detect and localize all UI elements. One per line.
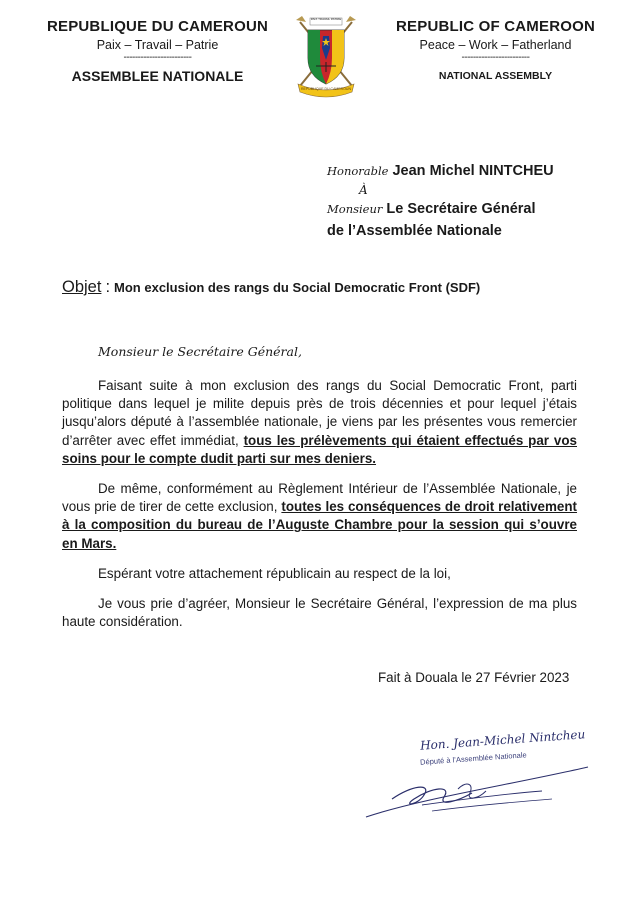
paragraph-1-emphasis: tous les prélèvements qui étaient effectués par vos soins pour le compte dudit parti sur mes deniers. [62, 432, 577, 466]
motto-fr: Paix – Travail – Patrie [96, 38, 219, 52]
header-right-block [378, 18, 613, 82]
subject-text: Mon exclusion des rangs du Social Democratic Front (SDF) [114, 280, 481, 295]
paragraph-1-text: Faisant suite à mon exclusion des rangs du Social Democratic Front, parti politique dans lequel je milite depuis près de trois décennies et pour lequel j’étais jusqu’alors député à l’assemblée nationale, je viens par les présentes vous remercier d’arrêter avec effet immédiat, [62, 378, 577, 448]
coat-top-text: PAIX TRAVAIL PATRIE [310, 17, 342, 21]
motto-en: Peace – Work – Fatherland [419, 38, 572, 52]
subject-label: Objet [62, 278, 102, 296]
assembly-name-fr: ASSEMBLEE NATIONALE [71, 68, 244, 84]
to-marker: À [359, 183, 368, 197]
address-block [327, 160, 607, 242]
subject-line [62, 278, 480, 297]
assembly-name-en: NATIONAL ASSEMBLY [438, 70, 553, 82]
recipient-line [327, 198, 607, 220]
paragraph-2-emphasis: toutes les conséquences de droit relativement à la composition du bureau de l’Auguste Chambre pour la session qui s’ouvre en Mars. [62, 499, 578, 551]
paragraph-2-text: De même, conformément au Règlement Intérieur de l’Assemblée Nationale, je vous prie de tirer de cette exclusion, [62, 481, 577, 515]
paragraph-4: Je vous prie d’agréer, Monsieur le Secrétaire Général, l’expression de ma plus haute considération. [62, 596, 577, 630]
signature-name: Hon. Jean-Michel Nintcheu [419, 727, 586, 753]
paragraph-3: Espérant votre attachement républicain au respect de la loi, [98, 565, 451, 581]
coat-banner-text: REPUBLIQUE DU CAMEROUN [301, 87, 351, 91]
paragraph-1 [62, 377, 577, 468]
sender-prefix: Honorable [327, 164, 389, 178]
recipient-prefix: Monsieur [327, 202, 383, 216]
header-divider-left: ------------------------ [123, 52, 192, 63]
header-divider-right: ------------------------ [461, 52, 530, 63]
recipient-title: Le Secrétaire Général [386, 201, 536, 217]
sender-name: Jean Michel NINTCHEU [392, 163, 554, 179]
letter-body [62, 377, 577, 643]
paragraph-2 [62, 480, 577, 553]
country-name-fr: REPUBLIQUE DU CAMEROUN [46, 18, 269, 35]
recipient-institution: de l’Assemblée Nationale [327, 223, 502, 239]
salutation: Monsieur le Secrétaire Général, [98, 344, 302, 359]
subject-colon: : [105, 278, 111, 296]
sender-line [327, 160, 607, 182]
header-left-block [40, 18, 275, 84]
country-name-en: REPUBLIC OF CAMEROON [396, 18, 595, 35]
signature-title: Député à l’Assemblée Nationale [419, 750, 527, 767]
place-date: Fait à Douala le 27 Février 2023 [378, 670, 570, 685]
handwritten-signature-icon [362, 755, 592, 825]
